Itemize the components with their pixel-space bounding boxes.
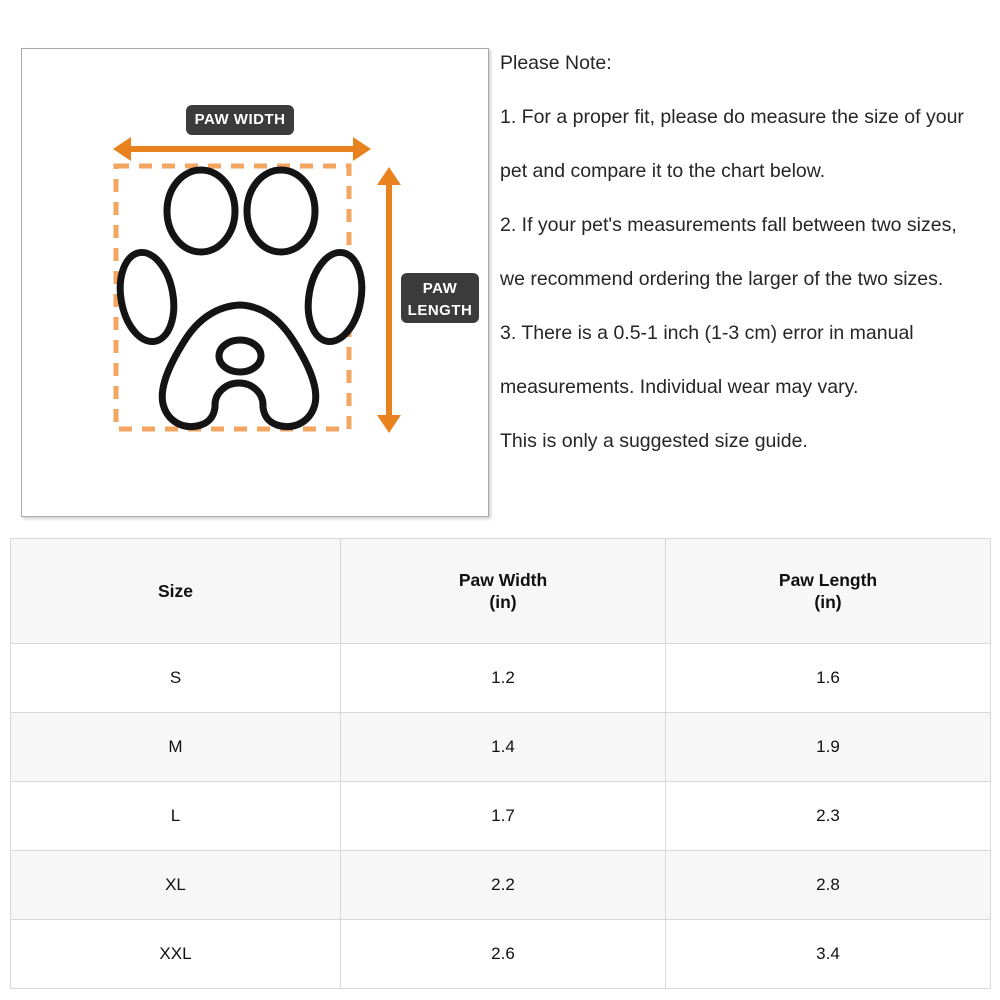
paw-length-arrow-icon — [377, 167, 401, 433]
table-row-m — [11, 713, 991, 782]
paw-toe-side-left — [114, 248, 181, 346]
col-header-paw-width-text: Paw Width — [458, 570, 548, 590]
paw-toe-middle-left — [167, 170, 235, 252]
table-row-l — [11, 782, 991, 851]
paw-length-cell: 1.6 — [666, 644, 991, 713]
note-line-3a: 3. There is a 0.5-1 inch (1-3 cm) error in manual — [500, 322, 914, 344]
paw-width-arrow-icon — [113, 137, 371, 161]
paw-length-cell: 3.4 — [666, 920, 991, 989]
table-row-xxl — [11, 920, 991, 989]
col-header-paw-length-unit: (in) — [814, 592, 842, 612]
paw-length-label-line2: LENGTH — [407, 302, 473, 319]
paw-toe-middle-right — [247, 170, 315, 252]
size-cell: L — [11, 782, 341, 851]
size-cell: XXL — [11, 920, 341, 989]
paw-measurement-diagram — [21, 48, 489, 517]
note-line-1a: 1. For a proper fit, please do measure the size of your — [500, 106, 964, 128]
paw-pad-hole — [219, 340, 261, 372]
paw-length-cell: 1.9 — [666, 713, 991, 782]
size-cell: M — [11, 713, 341, 782]
col-header-paw-width-unit: (in) — [489, 592, 517, 612]
note-section — [500, 36, 995, 468]
col-header-paw-length — [666, 539, 991, 644]
paw-toe-side-right — [302, 248, 369, 346]
note-heading: Please Note: — [500, 52, 612, 74]
paw-width-cell: 2.6 — [341, 920, 666, 989]
table-row-s — [11, 644, 991, 713]
col-header-paw-width — [341, 539, 666, 644]
paw-length-cell: 2.3 — [666, 782, 991, 851]
note-line-2a: 2. If your pet's measurements fall between two sizes, — [500, 214, 957, 236]
size-chart-table — [10, 538, 991, 989]
note-line-1b: pet and compare it to the chart below. — [500, 160, 826, 182]
col-header-size — [11, 539, 341, 644]
paw-width-cell: 2.2 — [341, 851, 666, 920]
paw-length-cell: 2.8 — [666, 851, 991, 920]
table-header-row — [11, 539, 991, 644]
note-disclaimer: This is only a suggested size guide. — [500, 430, 808, 452]
note-line-3b: measurements. Individual wear may vary. — [500, 376, 859, 398]
paw-width-cell: 1.2 — [341, 644, 666, 713]
size-cell: XL — [11, 851, 341, 920]
size-cell: S — [11, 644, 341, 713]
paw-length-label — [401, 273, 479, 323]
paw-print-illustration — [114, 170, 369, 427]
paw-width-cell: 1.4 — [341, 713, 666, 782]
table-row-xl — [11, 851, 991, 920]
col-header-size-text: Size — [157, 581, 194, 601]
col-header-paw-length-text: Paw Length — [778, 570, 878, 590]
note-line-2b: we recommend ordering the larger of the two sizes. — [500, 268, 944, 290]
paw-length-label-line1: PAW — [422, 280, 458, 297]
paw-width-cell: 1.7 — [341, 782, 666, 851]
paw-width-label: PAW WIDTH — [186, 105, 294, 135]
